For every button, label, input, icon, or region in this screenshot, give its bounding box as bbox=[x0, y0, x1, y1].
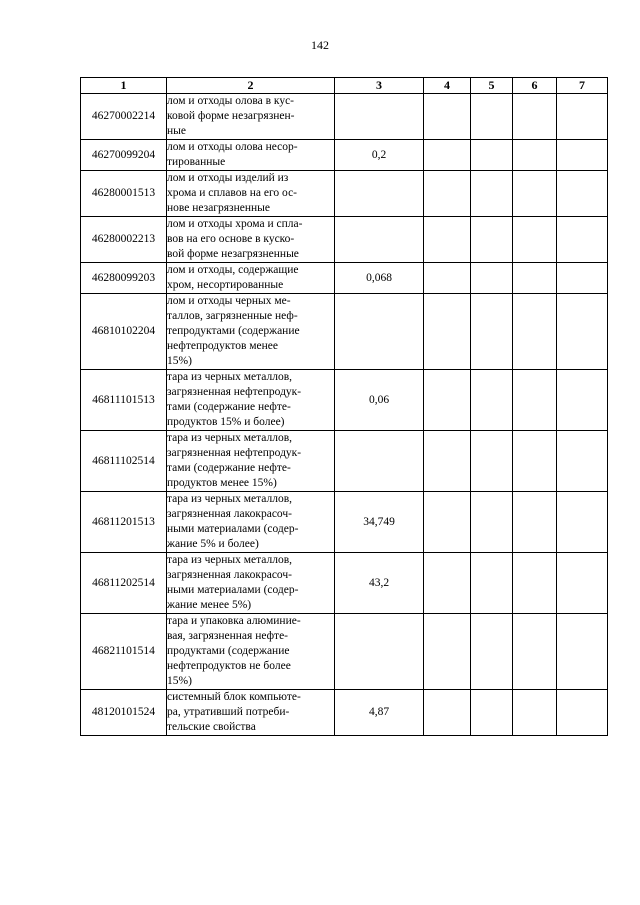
empty-cell-col-7 bbox=[557, 553, 608, 614]
quantity-cell bbox=[335, 431, 424, 492]
table-row bbox=[81, 614, 608, 690]
empty-cell-col-5 bbox=[471, 690, 513, 736]
empty-cell-col-7 bbox=[557, 94, 608, 140]
page-number: 142 bbox=[311, 38, 329, 52]
table-body bbox=[81, 94, 608, 736]
empty-cell-col-6 bbox=[513, 263, 557, 294]
empty-cell-col-4 bbox=[424, 263, 471, 294]
empty-cell-col-6 bbox=[513, 370, 557, 431]
waste-table bbox=[80, 77, 608, 736]
waste-code-cell: 46821101514 bbox=[81, 614, 167, 690]
waste-code-cell: 46280001513 bbox=[81, 171, 167, 217]
empty-cell-col-5 bbox=[471, 614, 513, 690]
empty-cell-col-6 bbox=[513, 492, 557, 553]
quantity-cell bbox=[335, 94, 424, 140]
empty-cell-col-7 bbox=[557, 171, 608, 217]
quantity-cell bbox=[335, 614, 424, 690]
empty-cell-col-6 bbox=[513, 294, 557, 370]
empty-cell-col-6 bbox=[513, 171, 557, 217]
column-header-5: 5 bbox=[471, 78, 513, 94]
empty-cell-col-4 bbox=[424, 171, 471, 217]
table-row bbox=[81, 217, 608, 263]
table-row bbox=[81, 171, 608, 217]
waste-code-cell: 48120101524 bbox=[81, 690, 167, 736]
empty-cell-col-5 bbox=[471, 492, 513, 553]
empty-cell-col-6 bbox=[513, 614, 557, 690]
empty-cell-col-6 bbox=[513, 431, 557, 492]
empty-cell-col-4 bbox=[424, 614, 471, 690]
waste-code-cell: 46811202514 bbox=[81, 553, 167, 614]
table-row bbox=[81, 140, 608, 171]
empty-cell-col-4 bbox=[424, 94, 471, 140]
waste-name-cell: лом и отходы, содержащие хром, несортированные bbox=[167, 263, 335, 294]
empty-cell-col-4 bbox=[424, 370, 471, 431]
table-row bbox=[81, 294, 608, 370]
column-header-4: 4 bbox=[424, 78, 471, 94]
quantity-cell: 4,87 bbox=[335, 690, 424, 736]
waste-name-cell: тара из черных металлов, загрязненная нефтепродук- тами (содержание нефте- продуктов менее 15%) bbox=[167, 431, 335, 492]
waste-code-cell: 46270099204 bbox=[81, 140, 167, 171]
quantity-cell bbox=[335, 171, 424, 217]
table-row bbox=[81, 431, 608, 492]
waste-name-cell: лом и отходы олова в кус- ковой форме незагрязнен- ные bbox=[167, 94, 335, 140]
waste-name-cell: лом и отходы олова несор- тированные bbox=[167, 140, 335, 171]
table-row bbox=[81, 94, 608, 140]
empty-cell-col-4 bbox=[424, 217, 471, 263]
column-header-6: 6 bbox=[513, 78, 557, 94]
column-header-1: 1 bbox=[81, 78, 167, 94]
table-row bbox=[81, 370, 608, 431]
waste-name-cell: тара из черных металлов, загрязненная лакокрасоч- ными материалами (содер- жание 5% и более) bbox=[167, 492, 335, 553]
quantity-cell: 0,06 bbox=[335, 370, 424, 431]
quantity-cell bbox=[335, 294, 424, 370]
table-row bbox=[81, 492, 608, 553]
empty-cell-col-7 bbox=[557, 370, 608, 431]
empty-cell-col-5 bbox=[471, 553, 513, 614]
quantity-cell: 0,068 bbox=[335, 263, 424, 294]
waste-name-cell: лом и отходы изделий из хрома и сплавов на его ос- нове незагрязненные bbox=[167, 171, 335, 217]
empty-cell-col-5 bbox=[471, 140, 513, 171]
waste-code-cell: 46811101513 bbox=[81, 370, 167, 431]
empty-cell-col-7 bbox=[557, 294, 608, 370]
empty-cell-col-6 bbox=[513, 217, 557, 263]
table-row bbox=[81, 553, 608, 614]
table-row bbox=[81, 690, 608, 736]
empty-cell-col-7 bbox=[557, 263, 608, 294]
quantity-cell: 34,749 bbox=[335, 492, 424, 553]
empty-cell-col-5 bbox=[471, 94, 513, 140]
empty-cell-col-4 bbox=[424, 492, 471, 553]
column-header-7: 7 bbox=[557, 78, 608, 94]
waste-code-cell: 46270002214 bbox=[81, 94, 167, 140]
empty-cell-col-7 bbox=[557, 140, 608, 171]
waste-name-cell: системный блок компьюте- ра, утративший потреби- тельские свойства bbox=[167, 690, 335, 736]
quantity-cell: 0,2 bbox=[335, 140, 424, 171]
empty-cell-col-4 bbox=[424, 431, 471, 492]
empty-cell-col-5 bbox=[471, 370, 513, 431]
empty-cell-col-7 bbox=[557, 431, 608, 492]
header-row bbox=[81, 78, 608, 94]
waste-name-cell: лом и отходы черных ме- таллов, загрязненные неф- тепродуктами (содержание нефтепродуктов менее 15%) bbox=[167, 294, 335, 370]
empty-cell-col-5 bbox=[471, 294, 513, 370]
empty-cell-col-7 bbox=[557, 217, 608, 263]
waste-code-cell: 46811102514 bbox=[81, 431, 167, 492]
waste-code-cell: 46280099203 bbox=[81, 263, 167, 294]
empty-cell-col-7 bbox=[557, 492, 608, 553]
empty-cell-col-5 bbox=[471, 171, 513, 217]
waste-code-cell: 46811201513 bbox=[81, 492, 167, 553]
column-header-2: 2 bbox=[167, 78, 335, 94]
waste-name-cell: тара из черных металлов, загрязненная нефтепродук- тами (содержание нефте- продуктов 15% и более) bbox=[167, 370, 335, 431]
empty-cell-col-5 bbox=[471, 431, 513, 492]
waste-name-cell: лом и отходы хрома и спла- вов на его основе в куско- вой форме незагрязненные bbox=[167, 217, 335, 263]
empty-cell-col-4 bbox=[424, 553, 471, 614]
empty-cell-col-4 bbox=[424, 140, 471, 171]
waste-name-cell: тара из черных металлов, загрязненная лакокрасоч- ными материалами (содер- жание менее 5%) bbox=[167, 553, 335, 614]
empty-cell-col-5 bbox=[471, 217, 513, 263]
empty-cell-col-6 bbox=[513, 94, 557, 140]
quantity-cell bbox=[335, 217, 424, 263]
empty-cell-col-6 bbox=[513, 140, 557, 171]
empty-cell-col-7 bbox=[557, 614, 608, 690]
empty-cell-col-7 bbox=[557, 690, 608, 736]
empty-cell-col-6 bbox=[513, 553, 557, 614]
empty-cell-col-5 bbox=[471, 263, 513, 294]
waste-name-cell: тара и упаковка алюминие- вая, загрязненная нефте- продуктами (содержание нефтепродуктов не более 15%) bbox=[167, 614, 335, 690]
empty-cell-col-4 bbox=[424, 690, 471, 736]
waste-code-cell: 46280002213 bbox=[81, 217, 167, 263]
column-header-3: 3 bbox=[335, 78, 424, 94]
empty-cell-col-4 bbox=[424, 294, 471, 370]
quantity-cell: 43,2 bbox=[335, 553, 424, 614]
empty-cell-col-6 bbox=[513, 690, 557, 736]
table-row bbox=[81, 263, 608, 294]
waste-code-cell: 46810102204 bbox=[81, 294, 167, 370]
